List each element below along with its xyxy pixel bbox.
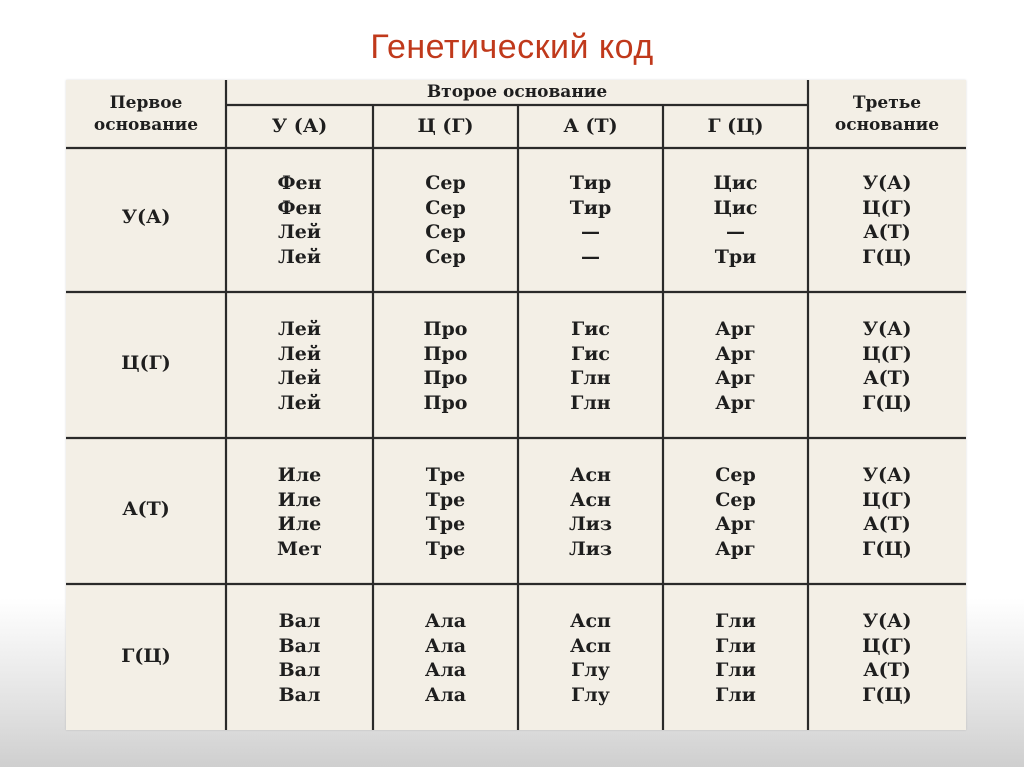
second-base-header: Второе основание — [426, 82, 608, 102]
codon-cell: Сер Сер Сер Сер — [425, 172, 466, 268]
codon-cell: Цис Цис — Три — [713, 172, 758, 268]
first-base-label: А(Т) — [122, 498, 170, 520]
second-base-c: Ц (Г) — [417, 115, 474, 137]
third-base-cell: У(А) Ц(Г) А(Т) Г(Ц) — [862, 318, 912, 414]
third-base-header: Третье основание — [834, 93, 940, 135]
codon-cell: Тре Тре Тре Тре — [425, 464, 466, 560]
second-base-a: А (Т) — [563, 115, 618, 137]
codon-cell: Фен Фен Лей Лей — [277, 172, 322, 268]
codon-cell: Иле Иле Иле Мет — [277, 464, 322, 560]
codon-cell: Вал Вал Вал Вал — [278, 610, 321, 706]
codon-cell: Сер Сер Арг Арг — [715, 464, 756, 560]
first-base-label: Ц(Г) — [121, 352, 171, 374]
second-base-g: Г (Ц) — [707, 115, 764, 137]
codon-cell: Арг Арг Арг Арг — [715, 318, 756, 414]
first-base-label: Г(Ц) — [121, 645, 171, 667]
codon-cell: Тир Тир — — — [569, 172, 612, 268]
codon-cell: Про Про Про Про — [423, 318, 468, 414]
third-base-cell: У(А) Ц(Г) А(Т) Г(Ц) — [862, 172, 912, 268]
third-base-cell: У(А) Ц(Г) А(Т) Г(Ц) — [862, 610, 912, 706]
third-base-cell: У(А) Ц(Г) А(Т) Г(Ц) — [862, 464, 912, 560]
codon-cell: Гис Гис Глн Глн — [570, 318, 611, 414]
second-base-u: У (А) — [271, 115, 328, 137]
codon-cell: Ала Ала Ала Ала — [424, 610, 467, 706]
codon-cell: Асн Асн Лиз Лиз — [568, 464, 613, 560]
slide-title: Генетический код — [370, 28, 654, 66]
codon-cell: Лей Лей Лей Лей — [278, 318, 321, 414]
genetic-code-table — [66, 80, 966, 730]
first-base-label: У(А) — [121, 206, 171, 228]
codon-cell: Асп Асп Глу Глу — [570, 610, 611, 706]
first-base-header: Первое основание — [93, 93, 199, 135]
codon-cell: Гли Гли Гли Гли — [715, 610, 756, 706]
